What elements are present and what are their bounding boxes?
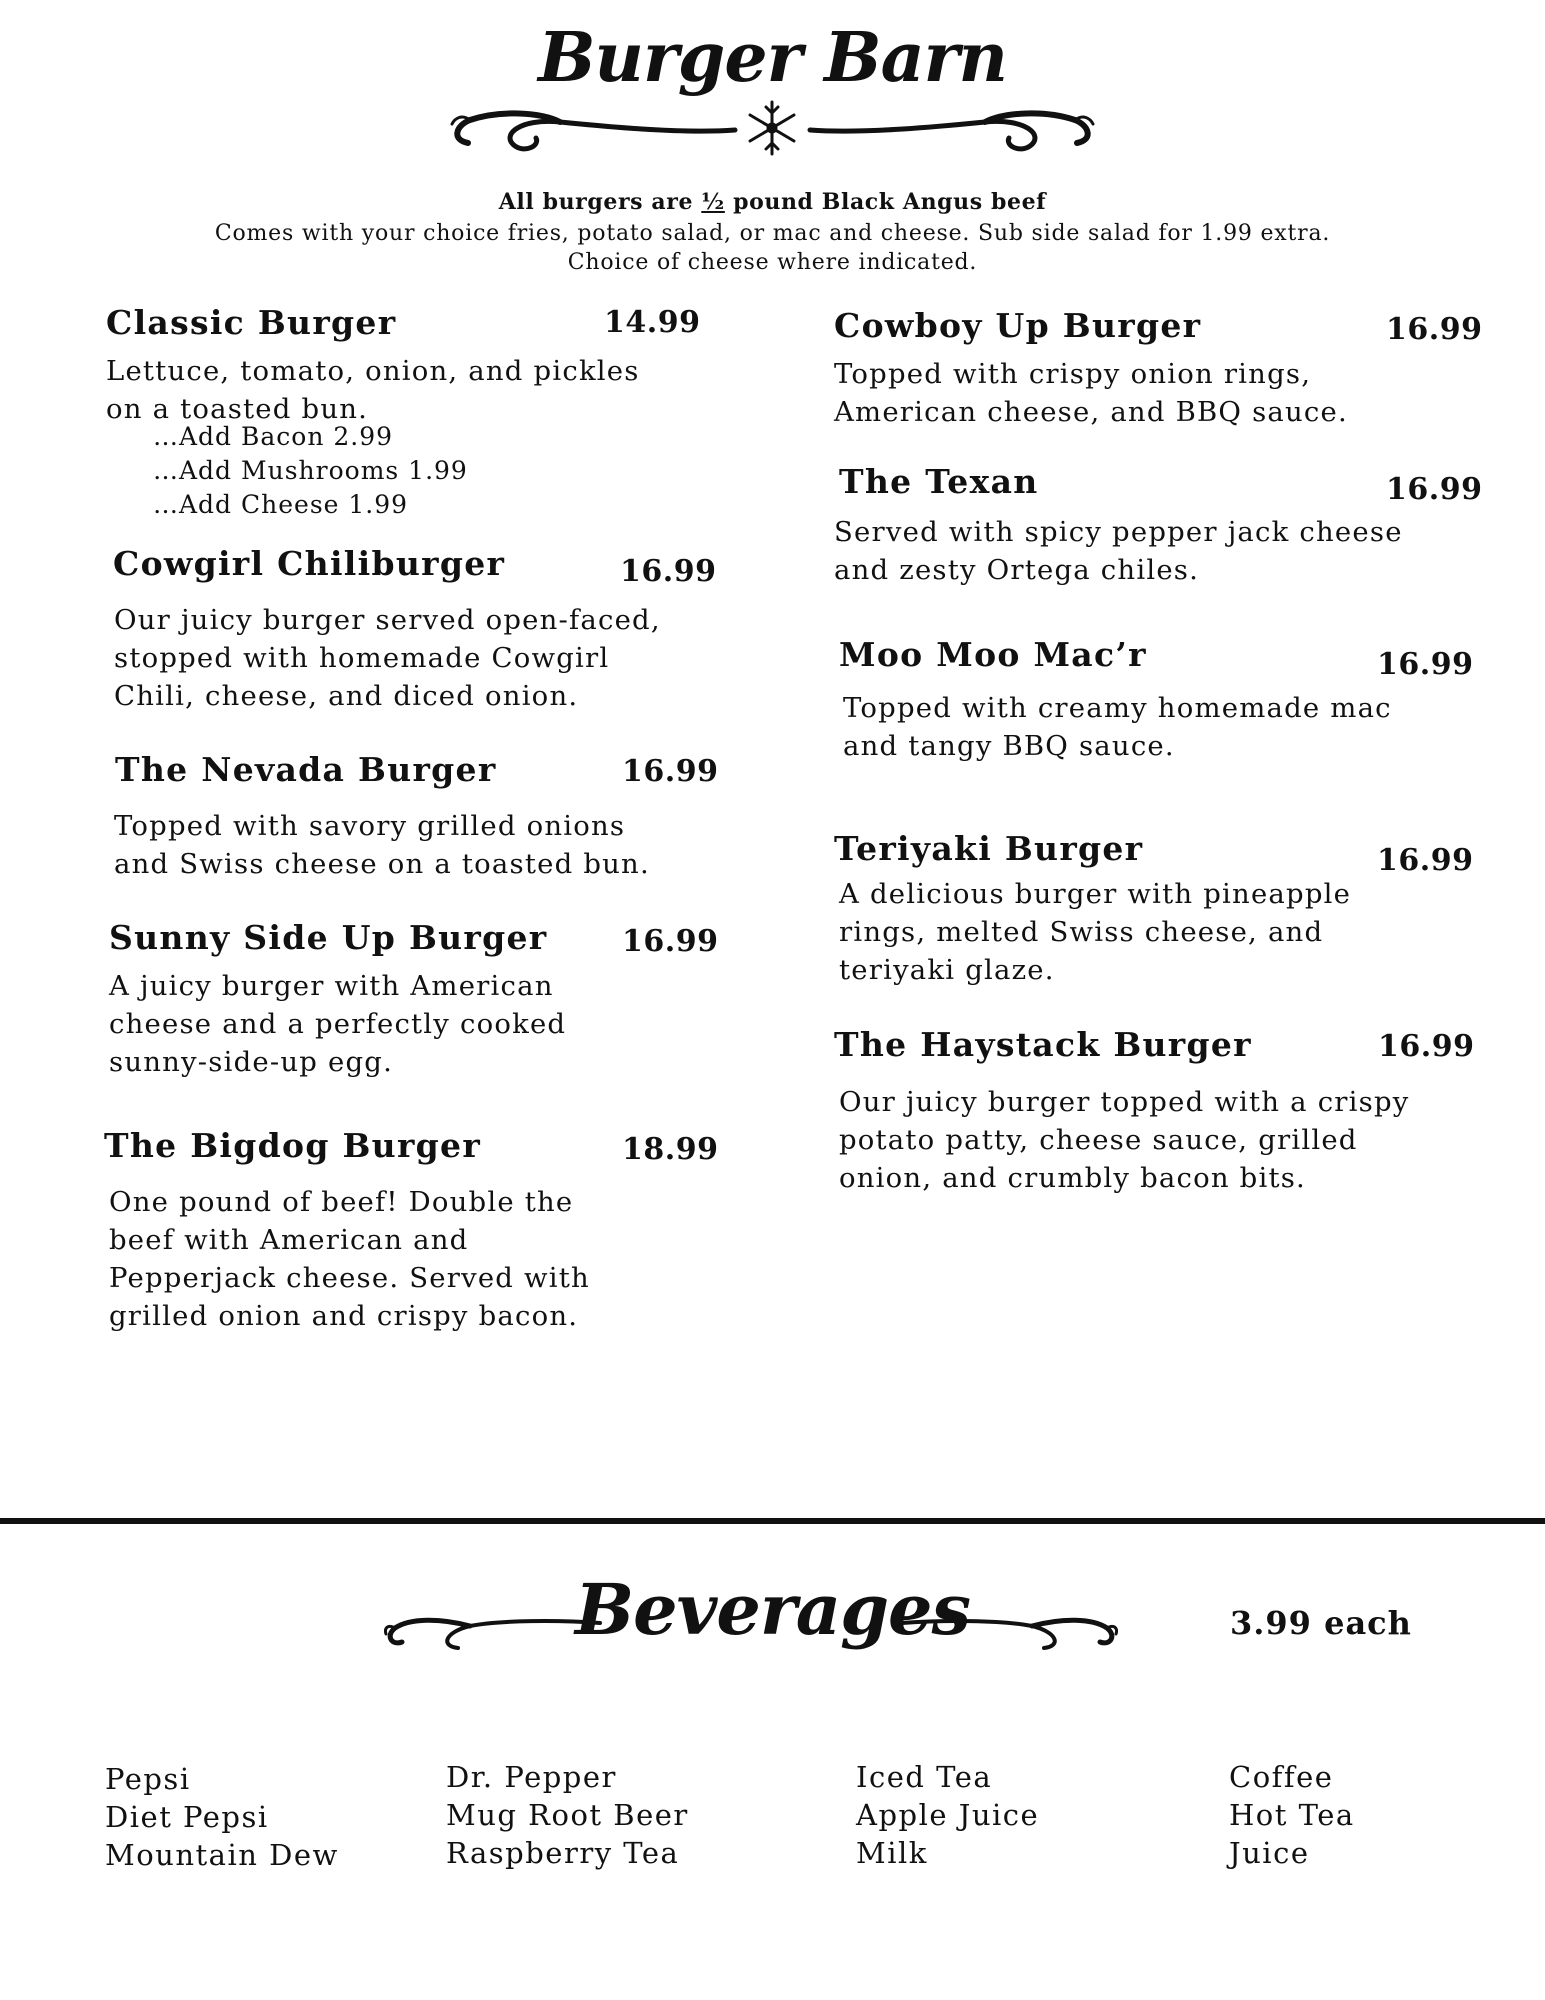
beverage-column (856, 1758, 1039, 1872)
menu-item-name: The Haystack Burger (834, 1025, 1252, 1064)
intro-line-3: Choice of cheese where indicated. (567, 250, 978, 275)
description-line: Served with spicy pepper jack cheese (834, 516, 1403, 548)
beverage-column (446, 1758, 689, 1872)
description-line: and zesty Ortega chiles. (834, 554, 1200, 586)
menu-item-description (109, 1183, 590, 1335)
menu-item-price: 16.99 (1377, 843, 1474, 878)
menu-item-price: 16.99 (1377, 647, 1474, 682)
addon-line: …Add Bacon 2.99 (153, 422, 394, 451)
addon-line: …Add Cheese 1.99 (153, 490, 409, 519)
description-line: cheese and a perfectly cooked (109, 1008, 567, 1040)
description-line: American cheese, and BBQ sauce. (834, 396, 1348, 428)
intro-line-1-suffix: pound Black Angus beef (724, 189, 1047, 215)
description-line: grilled onion and crispy bacon. (109, 1300, 579, 1332)
beverage-item: Coffee (1229, 1760, 1334, 1794)
menu-item-description (106, 352, 640, 428)
beverage-item: Iced Tea (856, 1760, 993, 1794)
menu-item-name: The Bigdog Burger (104, 1126, 482, 1165)
description-line: rings, melted Swiss cheese, and (839, 916, 1324, 948)
menu-item-price: 18.99 (622, 1132, 719, 1167)
menu-item-price: 16.99 (622, 924, 719, 959)
beverages-title: Beverages (574, 1568, 971, 1651)
menu-item-name: Classic Burger (106, 303, 397, 342)
intro-fraction: ½ (701, 189, 725, 215)
menu-item-price: 16.99 (1378, 1029, 1475, 1064)
description-line: Topped with creamy homemade mac (843, 692, 1392, 724)
beverage-item: Mountain Dew (105, 1838, 339, 1872)
menu-item-name: Moo Moo Mac’r (839, 635, 1147, 674)
description-line: on a toasted bun. (106, 393, 369, 425)
beverage-item: Dr. Pepper (446, 1760, 617, 1794)
description-line: Our juicy burger served open-faced, (114, 604, 661, 636)
menu-item-description (114, 601, 661, 715)
addon-line: …Add Mushrooms 1.99 (153, 456, 468, 485)
menu-item-description (839, 875, 1351, 989)
description-line: One pound of beef! Double the (109, 1186, 574, 1218)
beverage-item: Juice (1229, 1836, 1310, 1870)
description-line: and tangy BBQ sauce. (843, 730, 1175, 762)
intro-line-1-prefix: All burgers are (498, 189, 702, 215)
menu-item-name: Sunny Side Up Burger (109, 918, 548, 957)
menu-item-price: 16.99 (622, 754, 719, 789)
description-line: Chili, cheese, and diced onion. (114, 680, 579, 712)
intro-line-2: Comes with your choice fries, potato salad, or mac and cheese. Sub side salad for 1.99 extra. (214, 221, 1331, 246)
title-flourish-icon (0, 0, 1545, 170)
description-line: beef with American and (109, 1224, 469, 1256)
description-line: teriyaki glaze. (839, 954, 1055, 986)
menu-item-price: 16.99 (1386, 472, 1483, 507)
menu-item-price: 14.99 (604, 305, 701, 340)
description-line: A delicious burger with pineapple (839, 878, 1352, 910)
menu-item-description (114, 807, 650, 883)
description-line: onion, and crumbly bacon bits. (839, 1162, 1306, 1194)
menu-item-description (839, 1083, 1410, 1197)
beverage-item: Diet Pepsi (105, 1800, 269, 1834)
menu-item-name: Cowgirl Chiliburger (113, 544, 506, 583)
menu-item-price: 16.99 (1386, 312, 1483, 347)
beverage-column (105, 1760, 339, 1874)
description-line: Lettuce, tomato, onion, and pickles (106, 355, 640, 387)
page-title: Burger Barn (538, 18, 1007, 98)
menu-item-description (834, 355, 1348, 431)
menu-item-name: The Texan (839, 462, 1039, 501)
beverage-column (1229, 1758, 1355, 1872)
beverage-item: Hot Tea (1229, 1798, 1355, 1832)
snowflake-icon (750, 102, 794, 154)
menu-item-price: 16.99 (620, 554, 717, 589)
description-line: stopped with homemade Cowgirl (114, 642, 610, 674)
description-line: potato patty, cheese sauce, grilled (839, 1124, 1358, 1156)
description-line: Topped with savory grilled onions (114, 810, 626, 842)
description-line: Pepperjack cheese. Served with (109, 1262, 590, 1294)
description-line: sunny-side-up egg. (109, 1046, 394, 1078)
menu-item-description (843, 689, 1392, 765)
beverages-price: 3.99 each (1230, 1604, 1412, 1642)
beverage-item: Raspberry Tea (446, 1836, 680, 1870)
beverage-item: Apple Juice (856, 1798, 1040, 1832)
menu-item-description (109, 967, 566, 1081)
section-divider (0, 1518, 1545, 1524)
menu-item-name: Teriyaki Burger (834, 829, 1144, 868)
description-line: A juicy burger with American (109, 970, 554, 1002)
description-line: Our juicy burger topped with a crispy (839, 1086, 1410, 1118)
menu-item-name: Cowboy Up Burger (834, 306, 1202, 345)
description-line: Topped with crispy onion rings, (834, 358, 1312, 390)
menu-item-name: The Nevada Burger (115, 750, 497, 789)
beverage-item: Pepsi (105, 1762, 191, 1796)
intro-line-1 (0, 189, 1545, 215)
beverage-item: Mug Root Beer (446, 1798, 689, 1832)
description-line: and Swiss cheese on a toasted bun. (114, 848, 650, 880)
menu-item-description (834, 513, 1403, 589)
menu-item-addons (153, 420, 468, 522)
beverage-item: Milk (856, 1836, 928, 1870)
